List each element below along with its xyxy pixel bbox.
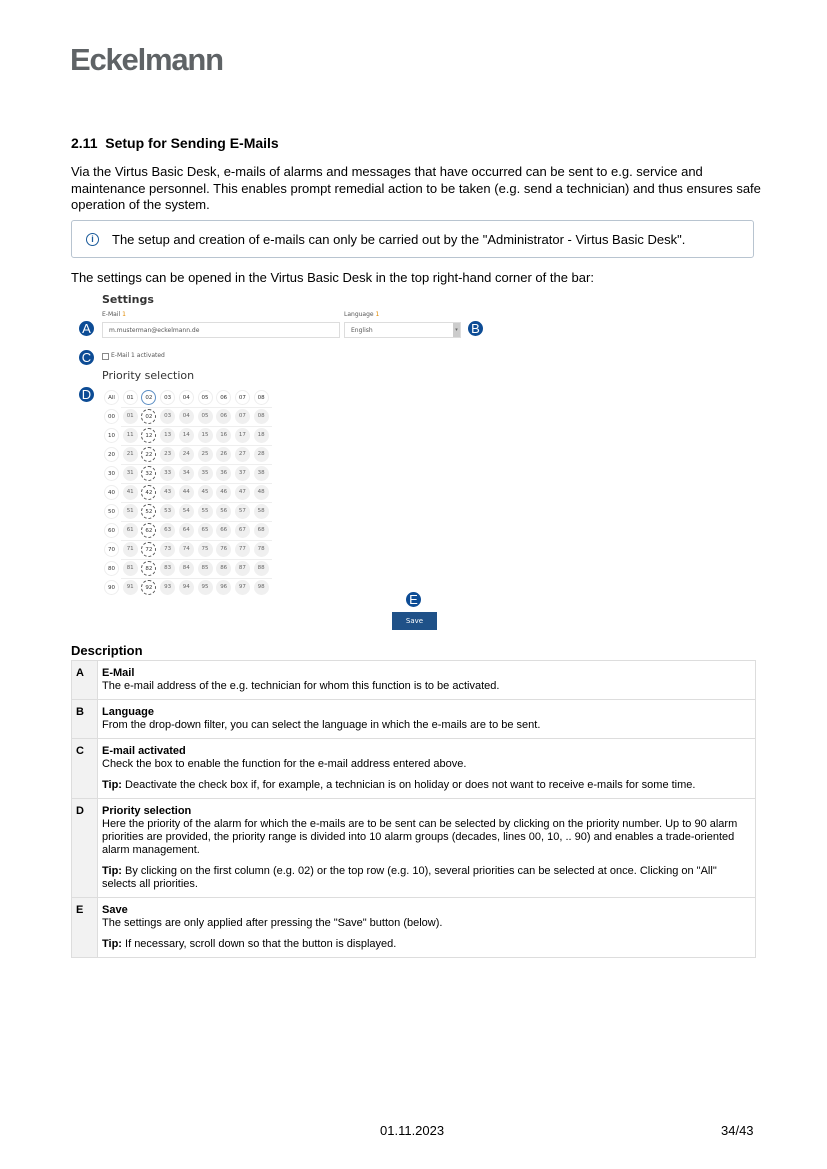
email-label-text: E-Mail <box>102 311 121 318</box>
email-activated-checkbox[interactable] <box>102 353 109 360</box>
priority-17[interactable]: 17 <box>235 428 250 443</box>
marker-a: A <box>79 321 94 336</box>
row-title: Language <box>102 706 154 718</box>
grid-divider <box>121 464 273 465</box>
priority-41[interactable]: 41 <box>123 485 138 500</box>
priority-87[interactable]: 87 <box>235 561 250 576</box>
priority-row-50[interactable]: 50 <box>104 504 119 519</box>
priority-08[interactable]: 08 <box>254 409 269 424</box>
language-label-text: Language <box>344 311 374 318</box>
row-title: E-Mail <box>102 667 135 679</box>
description-table <box>71 660 756 958</box>
priority-05[interactable]: 05 <box>198 409 213 424</box>
priority-row-20[interactable]: 20 <box>104 447 119 462</box>
priority-75[interactable]: 75 <box>198 542 213 557</box>
priority-76[interactable]: 76 <box>216 542 231 557</box>
priority-21[interactable]: 21 <box>123 447 138 462</box>
description-row-e <box>72 898 756 958</box>
settings-title: Settings <box>102 293 154 306</box>
priority-33[interactable]: 33 <box>160 466 175 481</box>
priority-42[interactable]: 42 <box>141 485 156 500</box>
priority-45[interactable]: 45 <box>198 485 213 500</box>
priority-row-00[interactable]: 00 <box>104 409 119 424</box>
priority-58[interactable]: 58 <box>254 504 269 519</box>
row-tip <box>102 865 751 891</box>
priority-04[interactable]: 04 <box>179 409 194 424</box>
priority-34[interactable]: 34 <box>179 466 194 481</box>
priority-88[interactable]: 88 <box>254 561 269 576</box>
footer-date: 01.11.2023 <box>380 1123 445 1138</box>
grid-divider <box>121 540 273 541</box>
row-title: E-mail activated <box>102 745 186 757</box>
priority-68[interactable]: 68 <box>254 523 269 538</box>
priority-96[interactable]: 96 <box>216 580 231 595</box>
description-row-a <box>72 661 756 700</box>
language-value: English <box>351 327 373 334</box>
tip-label: Tip: <box>102 938 122 950</box>
row-key: B <box>72 700 98 739</box>
section-number: 2.11 <box>71 135 98 151</box>
priority-95[interactable]: 95 <box>198 580 213 595</box>
grid-divider <box>121 559 273 560</box>
row-key: E <box>72 898 98 958</box>
grid-divider <box>121 578 273 579</box>
row-key: D <box>72 799 98 898</box>
description-heading: Description <box>71 643 143 658</box>
grid-divider <box>121 521 273 522</box>
priority-title: Priority selection <box>102 369 195 382</box>
priority-81[interactable]: 81 <box>123 561 138 576</box>
priority-row-80[interactable]: 80 <box>104 561 119 576</box>
priority-48[interactable]: 48 <box>254 485 269 500</box>
priority-97[interactable]: 97 <box>235 580 250 595</box>
priority-header-06[interactable]: 06 <box>216 390 231 405</box>
chevron-down-icon: ▾ <box>453 323 460 337</box>
priority-65[interactable]: 65 <box>198 523 213 538</box>
priority-16[interactable]: 16 <box>216 428 231 443</box>
language-select[interactable] <box>344 322 461 338</box>
priority-36[interactable]: 36 <box>216 466 231 481</box>
priority-53[interactable]: 53 <box>160 504 175 519</box>
priority-31[interactable]: 31 <box>123 466 138 481</box>
row-text: From the drop-down filter, you can select the language in which the e-mails are to be sent. <box>102 719 541 731</box>
priority-94[interactable]: 94 <box>179 580 194 595</box>
row-text: Here the priority of the alarm for which the e-mails are to be sent can be selected by clicking on the priority number. Up to 90 alarm priorities are provided, the priority range is divided into 10 alarm groups (decades, lines 00, 10, .. 90) and enables a trade-oriented alarm management. <box>102 818 738 856</box>
priority-46[interactable]: 46 <box>216 485 231 500</box>
priority-27[interactable]: 27 <box>235 447 250 462</box>
priority-54[interactable]: 54 <box>179 504 194 519</box>
priority-row-40[interactable]: 40 <box>104 485 119 500</box>
priority-55[interactable]: 55 <box>198 504 213 519</box>
priority-86[interactable]: 86 <box>216 561 231 576</box>
priority-26[interactable]: 26 <box>216 447 231 462</box>
email-input[interactable]: m.musterman@eckelmann.de <box>102 322 340 338</box>
row-content <box>98 898 756 958</box>
priority-18[interactable]: 18 <box>254 428 269 443</box>
row-content <box>98 661 756 700</box>
lead-paragraph: The settings can be opened in the Virtus Basic Desk in the top right-hand corner of the bar: <box>71 270 594 285</box>
marker-c: C <box>79 350 94 365</box>
grid-divider <box>121 445 273 446</box>
eckelmann-logo: Eckelmann <box>70 42 223 77</box>
marker-e: E <box>406 592 421 607</box>
priority-85[interactable]: 85 <box>198 561 213 576</box>
priority-23[interactable]: 23 <box>160 447 175 462</box>
priority-header-03[interactable]: 03 <box>160 390 175 405</box>
tip-label: Tip: <box>102 779 122 791</box>
description-row-b <box>72 700 756 739</box>
priority-67[interactable]: 67 <box>235 523 250 538</box>
priority-56[interactable]: 56 <box>216 504 231 519</box>
row-content <box>98 700 756 739</box>
priority-32[interactable]: 32 <box>141 466 156 481</box>
tip-text: By clicking on the first column (e.g. 02) or the top row (e.g. 10), several priorities can be selected at once. Clicking on "All" selects all priorities. <box>102 865 717 890</box>
priority-35[interactable]: 35 <box>198 466 213 481</box>
priority-47[interactable]: 47 <box>235 485 250 500</box>
priority-78[interactable]: 78 <box>254 542 269 557</box>
priority-72[interactable]: 72 <box>141 542 156 557</box>
marker-b: B <box>468 321 483 336</box>
tip-text: Deactivate the check box if, for example, a technician is on holiday or does not want to receive e-mails for some time. <box>121 779 696 791</box>
priority-62[interactable]: 62 <box>141 523 156 538</box>
priority-44[interactable]: 44 <box>179 485 194 500</box>
priority-66[interactable]: 66 <box>216 523 231 538</box>
priority-row-10[interactable]: 10 <box>104 428 119 443</box>
priority-73[interactable]: 73 <box>160 542 175 557</box>
priority-header-01[interactable]: 01 <box>123 390 138 405</box>
row-text: Check the box to enable the function for the e-mail address entered above. <box>102 758 467 770</box>
priority-22[interactable]: 22 <box>141 447 156 462</box>
priority-row-60[interactable]: 60 <box>104 523 119 538</box>
row-content <box>98 799 756 898</box>
priority-92[interactable]: 92 <box>141 580 156 595</box>
info-icon: i <box>86 233 99 246</box>
language-label-index: 1 <box>375 311 380 318</box>
priority-header-02[interactable]: 02 <box>141 390 156 405</box>
priority-91[interactable]: 91 <box>123 580 138 595</box>
priority-37[interactable]: 37 <box>235 466 250 481</box>
row-title: Save <box>102 904 128 916</box>
info-box <box>71 220 754 258</box>
intro-paragraph: Via the Virtus Basic Desk, e-mails of alarms and messages that have occurred can be sent to e.g. service and maintenance personnel. This enables prompt remedial action to be taken (e.g. send a technician) and thus ensures safe operation of the system. <box>71 164 761 213</box>
priority-row-90[interactable]: 90 <box>104 580 119 595</box>
priority-84[interactable]: 84 <box>179 561 194 576</box>
email-label <box>102 311 126 318</box>
marker-d: D <box>79 387 94 402</box>
row-tip <box>102 779 751 792</box>
row-text: The settings are only applied after pressing the "Save" button (below). <box>102 917 443 929</box>
priority-06[interactable]: 06 <box>216 409 231 424</box>
footer-page-number: 34/43 <box>721 1123 754 1138</box>
priority-header-04[interactable]: 04 <box>179 390 194 405</box>
email-label-index: 1 <box>122 311 126 318</box>
description-row-c <box>72 739 756 799</box>
priority-header-08[interactable]: 08 <box>254 390 269 405</box>
info-text: The setup and creation of e-mails can only be carried out by the "Administrator - Virtus Basic Desk". <box>112 232 686 247</box>
priority-38[interactable]: 38 <box>254 466 269 481</box>
grid-divider <box>121 426 273 427</box>
priority-57[interactable]: 57 <box>235 504 250 519</box>
section-heading <box>71 135 279 151</box>
priority-52[interactable]: 52 <box>141 504 156 519</box>
section-title: Setup for Sending E-Mails <box>105 135 279 151</box>
priority-77[interactable]: 77 <box>235 542 250 557</box>
grid-divider <box>121 407 273 408</box>
row-text: The e-mail address of the e.g. technician for whom this function is to be activated. <box>102 680 500 692</box>
priority-63[interactable]: 63 <box>160 523 175 538</box>
row-key: C <box>72 739 98 799</box>
priority-header-all[interactable]: All <box>104 390 119 405</box>
priority-25[interactable]: 25 <box>198 447 213 462</box>
row-key: A <box>72 661 98 700</box>
priority-24[interactable]: 24 <box>179 447 194 462</box>
priority-43[interactable]: 43 <box>160 485 175 500</box>
priority-03[interactable]: 03 <box>160 409 175 424</box>
priority-12[interactable]: 12 <box>141 428 156 443</box>
grid-divider <box>121 502 273 503</box>
priority-83[interactable]: 83 <box>160 561 175 576</box>
priority-93[interactable]: 93 <box>160 580 175 595</box>
email-activated-label: E-Mail 1 activated <box>111 352 165 359</box>
priority-15[interactable]: 15 <box>198 428 213 443</box>
priority-11[interactable]: 11 <box>123 428 138 443</box>
priority-13[interactable]: 13 <box>160 428 175 443</box>
priority-98[interactable]: 98 <box>254 580 269 595</box>
tip-text: If necessary, scroll down so that the button is displayed. <box>121 938 397 950</box>
priority-61[interactable]: 61 <box>123 523 138 538</box>
priority-row-70[interactable]: 70 <box>104 542 119 557</box>
priority-64[interactable]: 64 <box>179 523 194 538</box>
priority-82[interactable]: 82 <box>141 561 156 576</box>
priority-07[interactable]: 07 <box>235 409 250 424</box>
save-button[interactable]: Save <box>392 612 437 630</box>
priority-02[interactable]: 02 <box>141 409 156 424</box>
row-tip <box>102 938 751 951</box>
priority-14[interactable]: 14 <box>179 428 194 443</box>
row-content <box>98 739 756 799</box>
row-title: Priority selection <box>102 805 192 817</box>
grid-divider <box>121 483 273 484</box>
priority-51[interactable]: 51 <box>123 504 138 519</box>
priority-71[interactable]: 71 <box>123 542 138 557</box>
language-label <box>344 311 379 318</box>
priority-row-30[interactable]: 30 <box>104 466 119 481</box>
description-row-d <box>72 799 756 898</box>
priority-header-07[interactable]: 07 <box>235 390 250 405</box>
tip-label: Tip: <box>102 865 122 877</box>
priority-header-05[interactable]: 05 <box>198 390 213 405</box>
priority-74[interactable]: 74 <box>179 542 194 557</box>
priority-01[interactable]: 01 <box>123 409 138 424</box>
priority-28[interactable]: 28 <box>254 447 269 462</box>
